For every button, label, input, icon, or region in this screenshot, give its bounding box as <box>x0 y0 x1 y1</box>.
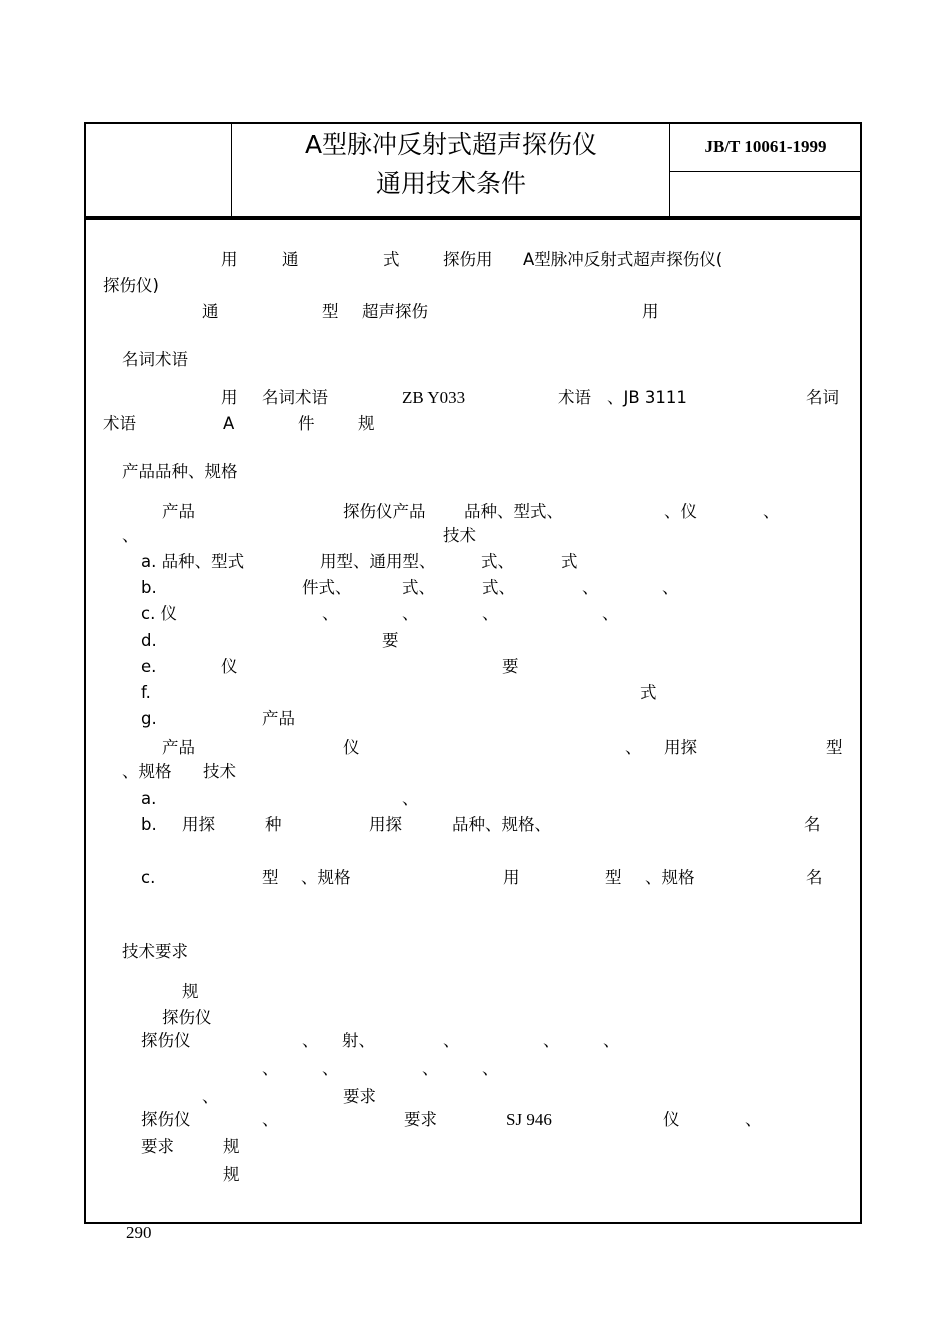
text-fragment: 要求 <box>343 1087 376 1106</box>
text-fragment: 名 <box>804 815 821 834</box>
text-fragment: 、 <box>625 738 642 757</box>
text-fragment: 探伤仪 <box>162 1008 212 1027</box>
text-fragment: 、规格 <box>645 868 695 887</box>
text-fragment: 探伤仪 <box>141 1031 191 1050</box>
text-fragment: 、 <box>402 789 419 808</box>
header-divider-left <box>231 124 232 216</box>
text-fragment: 式、 <box>481 552 514 571</box>
text-fragment: 、仪 <box>664 502 697 521</box>
text-fragment: 式 <box>383 250 400 269</box>
document-body <box>84 218 862 1224</box>
text-fragment: 技术 <box>443 526 476 545</box>
text-fragment: 名 <box>806 868 823 887</box>
text-fragment: 型 <box>605 868 622 887</box>
text-fragment: 产品 <box>262 709 295 728</box>
text-fragment: 超声探伤 <box>362 302 428 321</box>
text-fragment: 用探 <box>664 738 697 757</box>
text-fragment: 名词 <box>806 388 839 407</box>
text-fragment: 探伤仪) <box>103 276 159 295</box>
text-fragment: ZB Y033 <box>402 388 466 407</box>
text-fragment: 仪 <box>221 657 238 676</box>
text-fragment: 产品 <box>162 502 195 521</box>
text-fragment: 要 <box>382 631 399 650</box>
text-fragment: 种 <box>265 815 282 834</box>
text-fragment: 用 <box>221 388 238 407</box>
text-fragment: 、 <box>202 1087 219 1106</box>
text-fragment: 、 <box>262 1059 279 1078</box>
text-fragment: 术语 <box>103 414 136 433</box>
text-fragment: 探伤用 <box>443 250 493 269</box>
text-fragment: 件 <box>298 414 315 433</box>
text-fragment: 通 <box>282 250 299 269</box>
text-fragment: 要 <box>502 657 519 676</box>
text-fragment: 探伤仪 <box>141 1110 191 1129</box>
text-fragment: 用 <box>503 868 520 887</box>
text-fragment: 、规格 <box>301 868 351 887</box>
text-fragment: 、 <box>262 1110 279 1129</box>
text-fragment: g. <box>141 709 157 728</box>
text-fragment: A型脉冲反射式超声探伤仪( <box>523 250 723 269</box>
text-fragment: 、 <box>122 526 139 545</box>
text-fragment: 用探 <box>369 815 402 834</box>
text-fragment: a. <box>141 789 157 808</box>
text-fragment: 、 <box>322 604 339 623</box>
text-fragment: 式、 <box>482 578 515 597</box>
text-fragment: 产品 <box>162 738 195 757</box>
text-fragment: 、 <box>602 604 619 623</box>
text-fragment: 、规格 <box>122 762 172 781</box>
text-fragment: b. <box>141 578 157 597</box>
text-fragment: 通 <box>202 302 219 321</box>
standard-code: JB/T 10061-1999 <box>704 137 827 156</box>
text-fragment: A <box>223 414 235 433</box>
section-heading: 产品品种、规格 <box>122 462 238 481</box>
text-fragment: 、 <box>482 1059 499 1078</box>
section-heading: 名词术语 <box>122 350 188 369</box>
text-fragment: 规 <box>223 1137 240 1156</box>
text-fragment: 、 <box>443 1031 460 1050</box>
text-fragment: 探伤仪产品 <box>343 502 426 521</box>
text-fragment: 式、 <box>402 578 435 597</box>
text-fragment: 、 <box>543 1031 560 1050</box>
text-fragment: 、JB 3111 <box>607 388 687 407</box>
document-title-line1: A型脉冲反射式超声探伤仪 <box>304 130 598 159</box>
text-fragment: 术语 <box>558 388 591 407</box>
text-fragment: 、 <box>582 578 599 597</box>
text-fragment: 、 <box>763 502 780 521</box>
header-code-divider <box>669 171 860 172</box>
text-fragment: 用 <box>642 302 659 321</box>
text-fragment: 、 <box>322 1059 339 1078</box>
text-fragment: 技术 <box>203 762 236 781</box>
text-fragment: 件式、 <box>302 578 352 597</box>
text-fragment: 仪 <box>663 1110 680 1129</box>
text-fragment: b. <box>141 815 157 834</box>
text-fragment: 、 <box>402 604 419 623</box>
text-fragment: 式 <box>640 683 657 702</box>
page-number: 290 <box>126 1223 152 1242</box>
text-fragment: c. <box>141 868 156 887</box>
text-fragment: 、 <box>745 1110 762 1129</box>
text-fragment: 规 <box>182 982 199 1001</box>
text-fragment: 规 <box>223 1165 240 1184</box>
text-fragment: f. <box>141 683 151 702</box>
standard-header <box>84 122 862 218</box>
text-fragment: a. 品种、型式 <box>141 552 245 571</box>
document-title-line2: 通用技术条件 <box>375 169 526 198</box>
text-fragment: 品种、型式、 <box>464 502 563 521</box>
text-fragment: 品种、规格、 <box>452 815 551 834</box>
text-fragment: 、 <box>603 1031 620 1050</box>
text-fragment: 、 <box>482 604 499 623</box>
text-fragment: 型 <box>826 738 843 757</box>
text-fragment: 型 <box>322 302 339 321</box>
text-fragment: 、 <box>302 1031 319 1050</box>
header-divider-right <box>669 124 670 216</box>
text-fragment: SJ 946 <box>506 1110 552 1129</box>
text-fragment: c. 仪 <box>141 604 178 623</box>
text-fragment: 、 <box>422 1059 439 1078</box>
text-fragment: 要求 <box>404 1110 437 1129</box>
text-fragment: 名词术语 <box>262 388 328 407</box>
text-fragment: 用型、通用型、 <box>320 552 436 571</box>
text-fragment: 规 <box>358 414 375 433</box>
text-fragment: 用 <box>221 250 238 269</box>
text-fragment: 射、 <box>342 1031 375 1050</box>
text-fragment: d. <box>141 631 157 650</box>
text-fragment: e. <box>141 657 157 676</box>
section-heading: 技术要求 <box>122 942 188 961</box>
text-fragment: 用探 <box>182 815 215 834</box>
text-fragment: 型 <box>262 868 279 887</box>
text-fragment: 、 <box>662 578 679 597</box>
text-fragment: 要求 <box>141 1137 174 1156</box>
text-fragment: 式 <box>561 552 578 571</box>
text-fragment: 仪 <box>343 738 360 757</box>
